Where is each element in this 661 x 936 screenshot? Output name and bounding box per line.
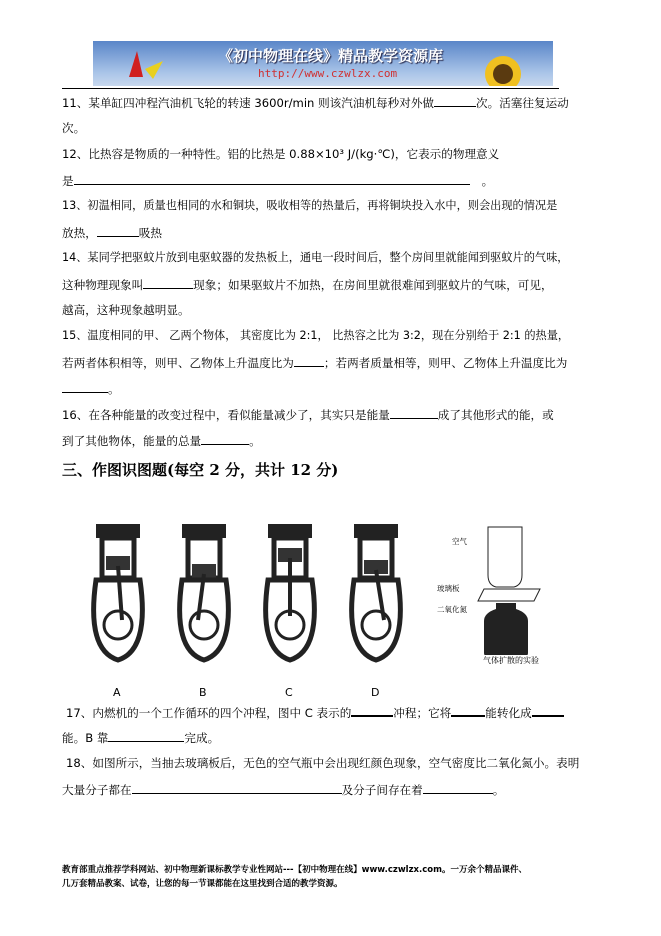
q13-line2: 放热， 吸热: [62, 226, 162, 240]
q16-line1: 16、在各种能量的改变过程中，看似能量减少了，其实只是能量 成了其他形式的能，或: [62, 408, 554, 422]
q18-line2: 大量分子都在 及分子间存在着 。: [62, 783, 505, 797]
q13-line1: 13、初温相同，质量也相同的水和铜块，吸收相等的热量后，再将铜块投入水中，则会出现的情况是: [62, 199, 558, 212]
label-glass-plate: 玻璃板: [437, 584, 460, 593]
q14-line3: 越高，这种现象越明显。: [62, 303, 190, 317]
banner-url: http://www.czwlzx.com: [258, 67, 398, 80]
footer-line2: 几万套精品教案、试卷，让您的每一节课都能在这里找到合适的教学资源。: [62, 879, 343, 889]
engine-diagram-a: [82, 520, 154, 670]
header-banner: [93, 41, 553, 86]
q15-line1: 15、温度相同的甲、 乙两个物体， 其密度比为 2:1， 比热容之比为 3:2，现在分别给于 2:1 的热量，: [62, 329, 570, 342]
engine-diagram-d: [340, 520, 412, 670]
engine-diagram-c: [254, 520, 326, 670]
footer-line1: 教育部重点推荐学科网站、初中物理新课标教学专业性网站---【初中物理在线】www.czwlzx.com。一万余个精品课件、: [62, 865, 527, 875]
banner-title: 《初中物理在线》精品教学资源库: [218, 47, 444, 65]
q18-line1: 18、如图所示，当抽去玻璃板后，无色的空气瓶中会出现红颜色现象，空气密度比二氧化氮小。表明: [66, 756, 580, 770]
diffusion-experiment-figure: [470, 525, 560, 655]
q17-line2: 能。B 靠 完成。: [62, 731, 220, 745]
q14-line2: 这种物理现象叫 现象；如果驱蚊片不加热，在房间里就很难闻到驱蚊片的气味，可见，: [62, 278, 553, 292]
q11-line1: 11、某单缸四冲程汽油机飞轮的转速 3600r/min 则该汽油机每秒对外做 次。活塞往复运动: [62, 96, 569, 110]
label-air: 空气: [452, 537, 467, 546]
figure-caption: 气体扩散的实验: [483, 656, 539, 665]
header-rule: [62, 88, 559, 89]
engine-label-b: B: [199, 686, 207, 699]
section-heading: 三、作图识图题(每空 2 分，共计 12 分): [62, 461, 339, 479]
q16-line2: 到了其他物体，能量的总量 。: [62, 434, 261, 448]
sunflower-icon: [473, 46, 533, 86]
q17-line1: 17、内燃机的一个工作循环的四个冲程，图中 C 表示的 冲程；它将 能转化成: [66, 703, 564, 721]
q11-line2: 次。: [62, 121, 86, 135]
engine-label-c: C: [285, 686, 293, 699]
engine-label-a: A: [113, 686, 121, 699]
logo-icon: [123, 47, 173, 83]
engine-label-d: D: [371, 686, 380, 699]
engine-diagram-b: [168, 520, 240, 670]
label-no2: 二氧化氮: [437, 605, 467, 614]
q15-line2: 若两者体积相等，则甲、乙物体上升温度比为 ；若两者质量相等，则甲、乙物体上升温度比为: [62, 356, 568, 370]
q12-line2: 是 。: [62, 174, 494, 188]
q12-line1: 12、比热容是物质的一种特性。铝的比热是 0.88×10³ J/(kg·℃)，它表示的物理意义: [62, 147, 500, 161]
q14-line1: 14、某同学把驱蚊片放到电驱蚊器的发热板上，通电一段时间后，整个房间里就能闻到驱蚊片的气味，: [62, 251, 569, 264]
q15-line3: 。: [62, 380, 120, 397]
